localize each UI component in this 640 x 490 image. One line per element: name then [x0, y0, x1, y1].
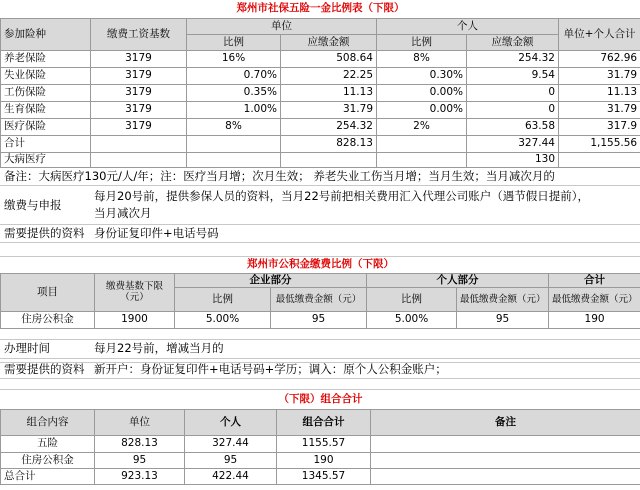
- table-row: [1, 50, 640, 67]
- hf-row-name: 住房公积金: [1, 311, 95, 328]
- combo-row-name: 住房公积金: [1, 452, 95, 468]
- pay-declare-line2: 当月减次月: [94, 206, 152, 220]
- row-personal-ratio: 8%: [377, 50, 467, 67]
- header-total: 单位+个人合计: [559, 18, 640, 50]
- row-name: 工伤保险: [1, 84, 91, 101]
- table-row: [1, 452, 640, 468]
- housing-fund-title: 郑州市公积金缴费比例（下限）: [1, 257, 640, 273]
- hf-row-company-ratio: 5.00%: [175, 311, 271, 328]
- header-personal: 个人: [377, 18, 559, 34]
- hf-header-total: 合计: [549, 273, 640, 287]
- hf-header-personal: 个人部分: [367, 273, 549, 287]
- sum-total: 1,155.56: [559, 135, 640, 152]
- sum-label: 合计: [1, 135, 91, 152]
- combo-row-personal: 95: [185, 452, 277, 468]
- header-personal-ratio: 比例: [377, 34, 467, 50]
- row-unit-ratio: 16%: [187, 50, 281, 67]
- header-unit: 单位: [187, 18, 377, 34]
- hf-docs-label: 需要提供的资料: [4, 362, 85, 376]
- table-row: [1, 101, 640, 118]
- major-medical-row: [1, 152, 640, 167]
- hf-docs-text: 新开户：身份证复印件+电话号码+学历；调入：原个人公积金账户；: [94, 362, 447, 376]
- pay-declare-line1: 每月20号前，提供参保人员的资料，当月22号前把相关费用汇入代理公司账户（遇节假日提前），: [94, 189, 590, 203]
- row-total: 31.79: [559, 101, 640, 118]
- row-unit-amount: 31.79: [281, 101, 377, 118]
- row-personal-ratio: 2%: [377, 118, 467, 135]
- hf-header-company: 企业部分: [175, 273, 367, 287]
- row-unit-amount: 254.32: [281, 118, 377, 135]
- hf-row-personal-ratio: 5.00%: [367, 311, 457, 328]
- combo-row-total: 1345.57: [277, 468, 371, 484]
- row-personal-amount: 0: [467, 101, 559, 118]
- hf-header-item: 项目: [1, 273, 95, 311]
- row-personal-ratio: 0.00%: [377, 84, 467, 101]
- hf-header-personal-ratio: 比例: [367, 287, 457, 311]
- row-base: 3179: [91, 84, 187, 101]
- docs-row: [0, 225, 640, 243]
- hf-row-base: 1900: [95, 311, 175, 328]
- row-base: 3179: [91, 101, 187, 118]
- row-base: 3179: [91, 67, 187, 84]
- row-personal-amount: 254.32: [467, 50, 559, 67]
- combo-header-personal: 个人: [185, 409, 277, 435]
- combo-table: [0, 390, 640, 485]
- social-security-table: [0, 0, 640, 168]
- row-personal-amount: 0: [467, 84, 559, 101]
- row-unit-ratio: 8%: [187, 118, 281, 135]
- major-medical-amount: 130: [467, 152, 559, 167]
- row-name: 失业保险: [1, 67, 91, 84]
- docs-text: 身份证复印件+电话号码: [94, 226, 219, 240]
- remark-line: 备注：大病医疗130元/人/年；注：医疗当月增；次月生效； 养老失业工伤当月增；当月生效；当月减次月的: [0, 168, 640, 186]
- row-unit-amount: 11.13: [281, 84, 377, 101]
- combo-row-unit: 828.13: [95, 435, 185, 452]
- hf-header-company-ratio: 比例: [175, 287, 271, 311]
- hf-time-row: [0, 340, 640, 359]
- row-unit-ratio: 0.70%: [187, 67, 281, 84]
- docs-label: 需要提供的资料: [4, 226, 85, 240]
- row-total: 317.9: [559, 118, 640, 135]
- combo-row-personal: 422.44: [185, 468, 277, 484]
- row-name: 医疗保险: [1, 118, 91, 135]
- row-personal-ratio: 0.30%: [377, 67, 467, 84]
- combo-row-name: 总合计: [1, 468, 95, 484]
- header-unit-amount: 应缴金额: [281, 34, 377, 50]
- row-base: 3179: [91, 118, 187, 135]
- table-row: [1, 435, 640, 452]
- row-personal-amount: 63.58: [467, 118, 559, 135]
- row-total: 762.96: [559, 50, 640, 67]
- row-unit-amount: 22.25: [281, 67, 377, 84]
- table-row: [1, 311, 640, 328]
- hf-row-total: 190: [549, 311, 640, 328]
- pay-declare-block: [0, 186, 640, 225]
- hf-time-text: 每月22号前，增减当月的: [94, 341, 224, 355]
- header-wage-base: 缴费工资基数: [91, 18, 187, 50]
- row-personal-amount: 9.54: [467, 67, 559, 84]
- sum-unit-amount: 828.13: [281, 135, 377, 152]
- combo-title: （下限）组合合计: [1, 390, 640, 409]
- social-security-title: 郑州市社保五险一金比例表（下限）: [1, 0, 640, 18]
- row-name: 生育保险: [1, 101, 91, 118]
- combo-row-note: [371, 452, 640, 468]
- pay-declare-label: 缴费与申报: [4, 198, 62, 212]
- combo-row-personal: 327.44: [185, 435, 277, 452]
- row-unit-ratio: 0.35%: [187, 84, 281, 101]
- table-row: [1, 468, 640, 484]
- combo-row-note: [371, 468, 640, 484]
- combo-header-content: 组合内容: [1, 409, 95, 435]
- table-row: [1, 67, 640, 84]
- row-name: 养老保险: [1, 50, 91, 67]
- row-personal-ratio: 0.00%: [377, 101, 467, 118]
- row-total: 31.79: [559, 67, 640, 84]
- table-row: [1, 84, 640, 101]
- table-row: [1, 118, 640, 135]
- header-unit-ratio: 比例: [187, 34, 281, 50]
- hf-header-personal-min: 最低缴费金额（元）: [457, 287, 549, 311]
- combo-row-total: 190: [277, 452, 371, 468]
- combo-row-total: 1155.57: [277, 435, 371, 452]
- row-total: 11.13: [559, 84, 640, 101]
- header-personal-amount: 应缴金额: [467, 34, 559, 50]
- header-insurance-type: 参加险种: [1, 18, 91, 50]
- hf-docs-row: [0, 362, 640, 379]
- hf-header-base: 缴费基数下限（元）: [95, 273, 175, 311]
- housing-fund-table: [0, 257, 640, 329]
- major-medical-label: 大病医疗: [1, 152, 91, 167]
- combo-header-note: 备注: [371, 409, 640, 435]
- hf-row-personal-amount: 95: [457, 311, 549, 328]
- combo-header-total: 组合合计: [277, 409, 371, 435]
- hf-row-company-amount: 95: [271, 311, 367, 328]
- hf-header-total-min: 最低缴费金额（元）: [549, 287, 640, 311]
- sum-personal-amount: 327.44: [467, 135, 559, 152]
- combo-header-unit: 单位: [95, 409, 185, 435]
- sum-row: [1, 135, 640, 152]
- row-unit-amount: 508.64: [281, 50, 377, 67]
- row-unit-ratio: 1.00%: [187, 101, 281, 118]
- combo-row-unit: 923.13: [95, 468, 185, 484]
- combo-row-name: 五险: [1, 435, 95, 452]
- row-base: 3179: [91, 50, 187, 67]
- hf-time-label: 办理时间: [4, 341, 50, 355]
- combo-row-unit: 95: [95, 452, 185, 468]
- hf-header-company-min: 最低缴费金额（元）: [271, 287, 367, 311]
- combo-row-note: [371, 435, 640, 452]
